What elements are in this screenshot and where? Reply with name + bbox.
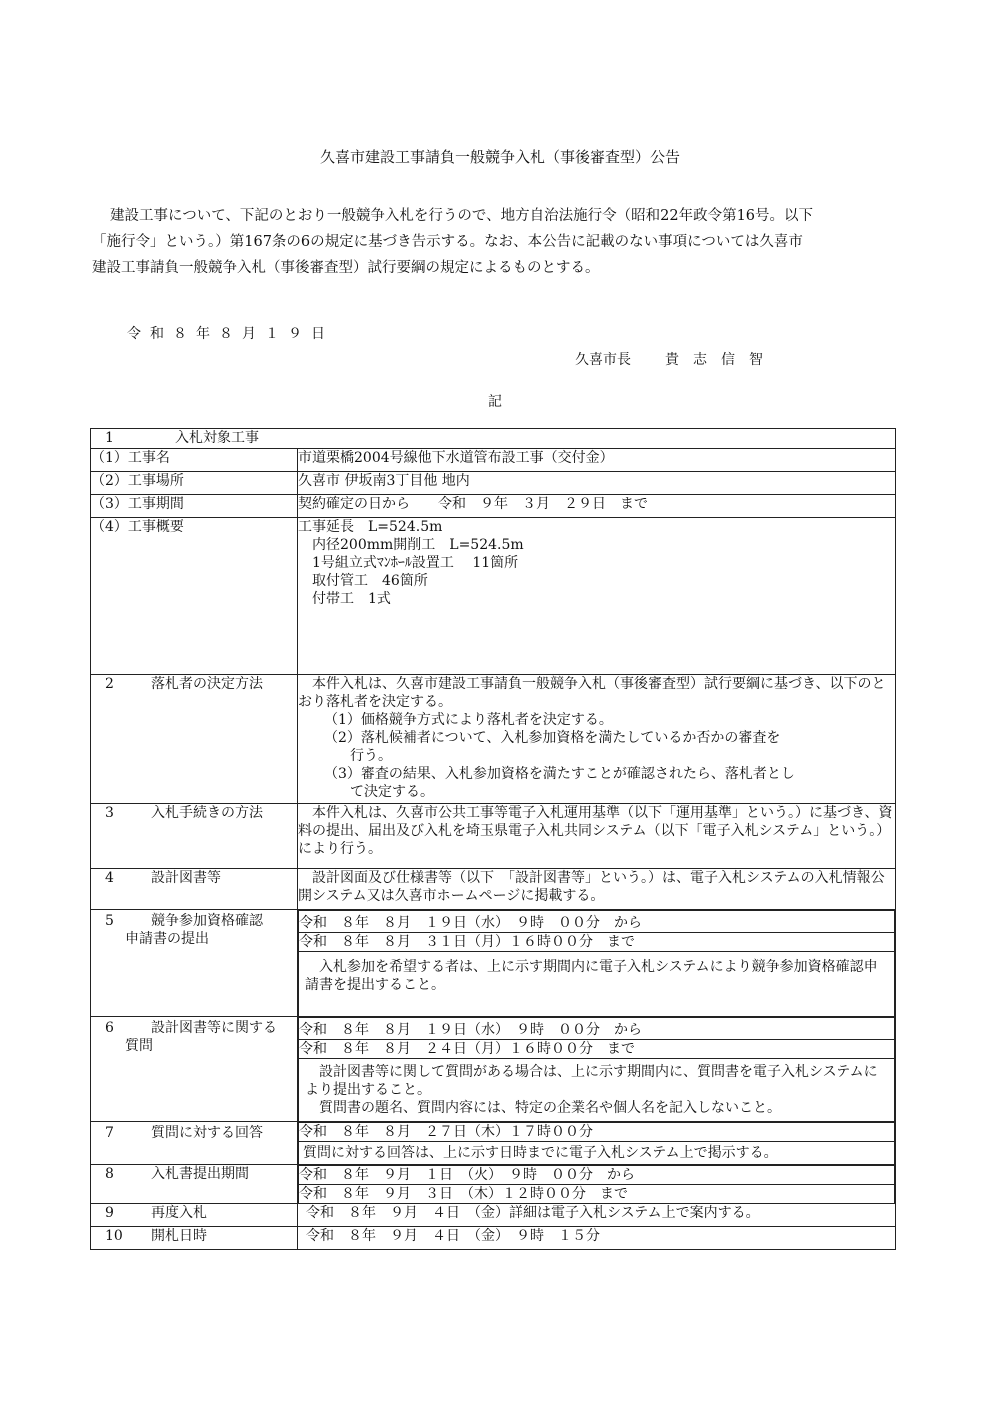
bid-period [298, 1165, 895, 1203]
section-label: 質問に対する回答 [151, 1125, 263, 1141]
application-note: 入札参加を希望する者は、上に示す期間内に電子入札システムにより競争参加資格確認申請書を提出すること。 [299, 952, 895, 1017]
section-label: 設計図書等に関する [151, 1020, 277, 1036]
row-label: （4）工事概要 [91, 518, 298, 675]
section-10-row [91, 1227, 896, 1250]
bidding-procedure: 本件入札は、久喜市公共工事等電子入札運用基準（以下「運用基準」という。）に基づき、資料の提出、届出及び入札を埼玉県電子入札共同システム（以下「電子入札システム」という。）により行う。 [298, 804, 896, 869]
intro-line: 建設工事請負一般競争入札（事後審査型）試行要綱の規定によるものとする。 [92, 260, 600, 276]
question-note [299, 1059, 895, 1122]
section-label: 再度入札 [151, 1205, 207, 1221]
section-label: 開札日時 [151, 1228, 207, 1244]
decision-method [298, 675, 896, 804]
question-period [298, 1017, 895, 1121]
section-number: 10 [105, 1228, 123, 1244]
section-8-row [91, 1165, 896, 1204]
decision-item-cont: 行う。 [350, 748, 392, 764]
period-to: 令和 ８年 ９月 ３日 （木）１２時００分 まで [299, 1185, 895, 1204]
construction-location: 久喜市 伊坂南3丁目他 地内 [298, 472, 896, 495]
notice-date: 令和８年８月１９日 [127, 326, 334, 342]
section-number: 3 [105, 805, 114, 821]
intro-paragraph [92, 203, 892, 281]
construction-name: 市道栗橋2004号線他下水道管布設工事（交付金） [298, 449, 896, 472]
period-to: 令和 ８年 ８月 ２４日（月）１６時００分 まで [299, 1040, 895, 1059]
row-label: （3）工事期間 [91, 495, 298, 518]
question-note-2: 質問書の題名、質問内容には、特定の企業名や個人名を記入しないこと。 [319, 1100, 781, 1116]
decision-item [324, 711, 895, 729]
decision-text: 本件入札は、久喜市建設工事請負一般競争入札（事後審査型）試行要綱に基づき、以下のとおり落札者を決定する。 [298, 676, 886, 710]
answer-schedule [298, 1122, 895, 1164]
table-row [91, 472, 896, 495]
notice-title: 久喜市建設工事請負一般競争入札（事後審査型）公告 [319, 148, 680, 166]
section-9-row [91, 1204, 896, 1227]
overview-line: 付帯工 1式 [298, 591, 391, 607]
decision-item-cont: て決定する。 [350, 784, 434, 800]
overview-line: 1号組立式ﾏﾝﾎｰﾙ設置工 11箇所 [298, 555, 519, 571]
construction-period: 契約確定の日から 令和 ９年 ３月 ２９日 まで [298, 495, 896, 518]
overview-line: 内径200mm開削工 L=524.5m [298, 537, 524, 553]
mayor-name: 貴志信智 [665, 352, 777, 368]
decision-item-text: （3）審査の結果、入札参加資格を満たすことが確認されたら、落札者とし [324, 766, 795, 782]
period-to: 令和 ８年 ８月 ３１日（月）１６時００分 まで [299, 933, 895, 952]
section-label: 設計図書等 [151, 870, 221, 886]
section-label: 入札手続きの方法 [151, 805, 263, 821]
decision-item-text: （1）価格競争方式により落札者を決定する。 [324, 712, 613, 728]
overview-line: 工事延長 L=524.5m [298, 519, 443, 535]
intro-line: 建設工事について、下記のとおり一般競争入札を行うので、地方自治法施行令（昭和22年政令第16号。以下 [110, 208, 814, 224]
decision-item-text: （2）落札候補者について、入札参加資格を満たしているか否かの審査を [324, 730, 781, 746]
row-label: （2）工事場所 [91, 472, 298, 495]
ki-mark: 記 [488, 394, 502, 410]
section-label: 入札対象工事 [175, 430, 259, 446]
mayor-signature [575, 349, 777, 369]
row-label: （1）工事名 [91, 449, 298, 472]
period-from: 令和 ８年 ８月 １９日（水） ９時 ００分 から [299, 911, 895, 933]
intro-line: 「施行令」という。）第167条の6の規定に基づき告示する。なお、本公告に記載のない事項については久喜市 [92, 234, 803, 250]
section-2-row [91, 675, 896, 804]
section-number: 5 [105, 913, 114, 929]
section-number: 2 [105, 676, 114, 692]
section-number: 1 [105, 430, 114, 446]
section-label: 競争参加資格確認 [151, 913, 263, 929]
section-number: 8 [105, 1166, 114, 1182]
section-label-cont: 質問 [125, 1038, 153, 1054]
section-label-cont: 申請書の提出 [125, 931, 209, 947]
decision-item [324, 765, 895, 801]
section-1-header [91, 429, 896, 449]
construction-overview [298, 518, 896, 675]
question-note-1: 設計図書等に関して質問がある場合は、上に示す期間内に、質問書を電子入札システムにより提出すること。 [305, 1064, 878, 1098]
section-number: 9 [105, 1205, 114, 1221]
section-label: 入札書提出期間 [151, 1166, 249, 1182]
table-row [91, 449, 896, 472]
section-3-row [91, 804, 896, 869]
overview-line: 取付管工 46箇所 [298, 573, 428, 589]
section-number: 6 [105, 1020, 114, 1036]
section-7-row [91, 1122, 896, 1165]
answer-note: 質問に対する回答は、上に示す日時までに電子入札システム上で掲示する。 [299, 1142, 895, 1165]
opening-datetime: 令和 ８年 ９月 ４日 （金） ９時 １５分 [298, 1227, 896, 1250]
mayor-title: 久喜市長 [575, 352, 631, 368]
design-documents: 設計図面及び仕様書等（以下 「設計図書等」という。）は、電子入札システムの入札情報公開システム又は久喜市ホームページに掲載する。 [298, 869, 896, 910]
period-from: 令和 ８年 ９月 １日 （火） ９時 ００分 から [299, 1166, 895, 1185]
section-5-row [91, 910, 896, 1017]
section-6-row [91, 1017, 896, 1122]
table-row [91, 495, 896, 518]
section-number: 4 [105, 870, 114, 886]
section-4-row [91, 869, 896, 910]
section-label: 落札者の決定方法 [151, 676, 263, 692]
period-from: 令和 ８年 ８月 １９日（水） ９時 ００分 から [299, 1018, 895, 1040]
section-number: 7 [105, 1125, 114, 1141]
rebid-info: 令和 ８年 ９月 ４日 （金）詳細は電子入札システム上で案内する。 [298, 1204, 896, 1227]
details-table [90, 428, 896, 1250]
decision-item [324, 729, 895, 765]
application-period [298, 910, 895, 1016]
table-row [91, 518, 896, 675]
answer-date: 令和 ８年 ８月 ２７日（木）１７時００分 [299, 1123, 895, 1142]
